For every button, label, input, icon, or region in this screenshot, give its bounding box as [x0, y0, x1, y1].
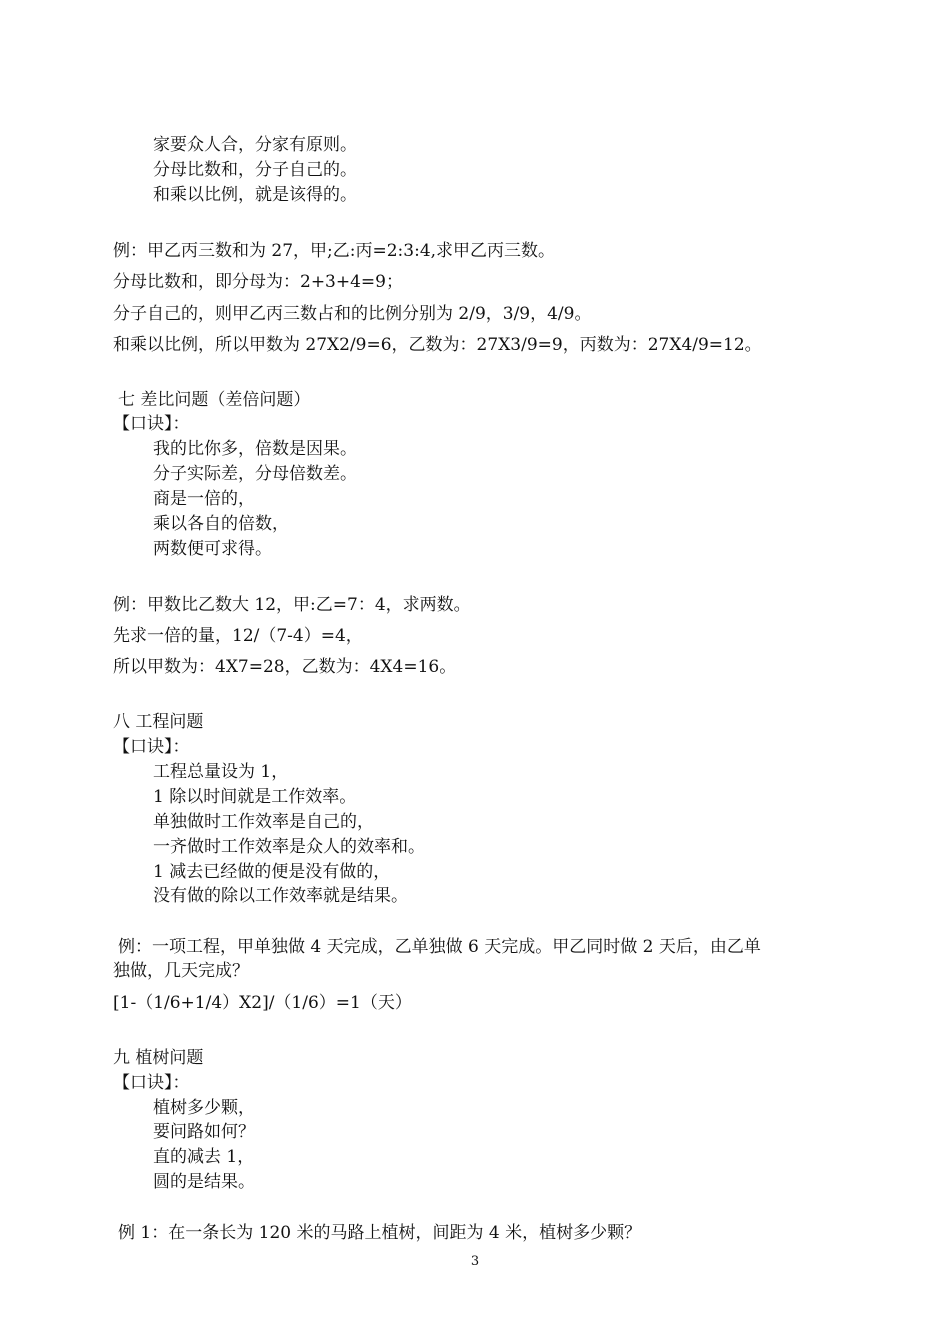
- page-number: 3: [470, 1254, 480, 1269]
- example-line: 独做，几天完成？: [113, 961, 249, 981]
- poem-line: 我的比你多，倍数是因果。: [153, 439, 357, 459]
- poem-line: 一齐做时工作效率是众人的效率和。: [153, 837, 425, 857]
- poem-line: 直的减去 1，: [153, 1147, 255, 1167]
- example-line: 例：甲数比乙数大 12，甲:乙=7：4，求两数。: [113, 595, 471, 615]
- example-line: 分母比数和，即分母为：2+3+4=9；: [113, 272, 403, 292]
- section-title: 七 差比问题（差倍问题）: [118, 390, 311, 410]
- poem-line: 要问路如何？: [153, 1122, 255, 1142]
- poem-line: 乘以各自的倍数，: [153, 514, 289, 534]
- poem-line: 没有做的除以工作效率就是结果。: [153, 886, 408, 906]
- poem-line: 1 除以时间就是工作效率。: [153, 787, 357, 807]
- example-line: 分子自己的，则甲乙丙三数占和的比例分别为 2/9，3/9，4/9。: [113, 304, 592, 324]
- example-line: 例 1：在一条长为 120 米的马路上植树，间距为 4 米，植树多少颗？: [118, 1223, 642, 1243]
- mnemonic-label: 【口诀】：: [113, 1073, 190, 1093]
- section-title: 九 植树问题: [113, 1048, 204, 1068]
- poem-line: 1 减去已经做的便是没有做的，: [153, 862, 391, 882]
- example-line: 例：一项工程，甲单独做 4 天完成，乙单独做 6 天完成。甲乙同时做 2 天后，由乙单: [118, 937, 761, 957]
- poem-line: 家要众人合，分家有原则。: [153, 135, 357, 155]
- example-line: 例：甲乙丙三数和为 27，甲;乙:丙=2:3:4,求甲乙丙三数。: [113, 241, 556, 261]
- example-line: 先求一倍的量，12/（7-4）=4，: [113, 626, 363, 646]
- example-line: [1-（1/6+1/4）X2]/（1/6）=1（天）: [113, 993, 412, 1013]
- mnemonic-label: 【口诀】：: [113, 737, 190, 757]
- poem-line: 分子实际差，分母倍数差。: [153, 464, 357, 484]
- poem-line: 圆的是结果。: [153, 1172, 255, 1192]
- example-line: 和乘以比例，所以甲数为 27X2/9=6，乙数为：27X3/9=9，丙数为：27X4/9=12。: [113, 335, 762, 355]
- example-line: 所以甲数为：4X7=28，乙数为：4X4=16。: [113, 657, 457, 677]
- section-title: 八 工程问题: [113, 712, 204, 732]
- poem-line: 两数便可求得。: [153, 539, 272, 559]
- poem-line: 工程总量设为 1，: [153, 762, 289, 782]
- poem-line: 单独做时工作效率是自己的，: [153, 812, 374, 832]
- poem-line: 商是一倍的，: [153, 489, 255, 509]
- mnemonic-label: 【口诀】：: [113, 414, 190, 434]
- poem-line: 和乘以比例，就是该得的。: [153, 185, 357, 205]
- poem-line: 植树多少颗，: [153, 1098, 255, 1118]
- poem-line: 分母比数和，分子自己的。: [153, 160, 357, 180]
